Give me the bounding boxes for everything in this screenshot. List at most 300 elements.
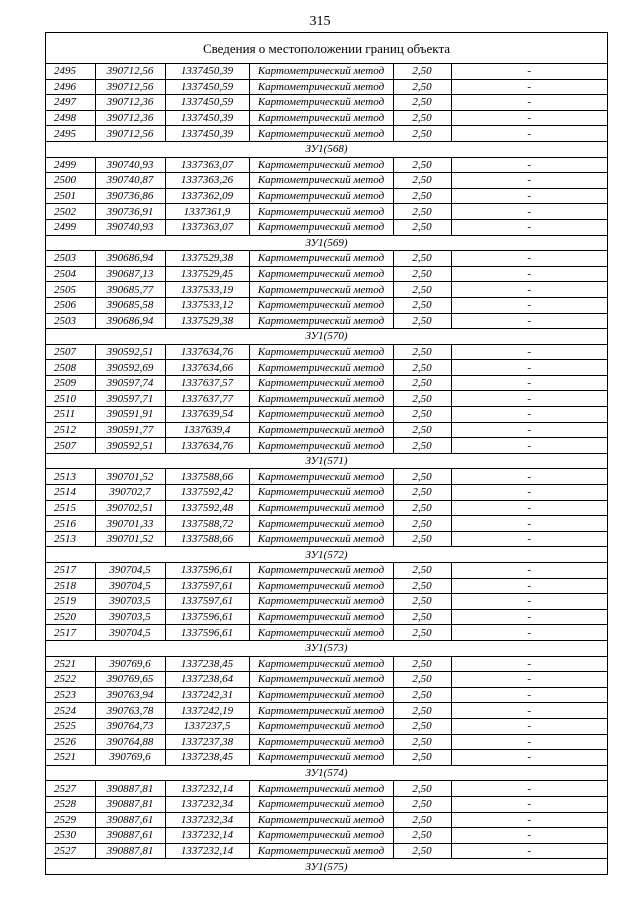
- table-row: [46, 297, 607, 313]
- description-cell: -: [451, 828, 607, 844]
- method-cell: Картометрический метод: [249, 485, 393, 501]
- coord-y-cell: 1337634,76: [165, 438, 249, 454]
- section-label: ЗУ1(570): [46, 329, 607, 345]
- description-cell: -: [451, 469, 607, 485]
- accuracy-cell: 2,50: [393, 469, 451, 485]
- point-number-cell: 2515: [46, 500, 95, 516]
- coord-y-cell: 1337597,61: [165, 578, 249, 594]
- accuracy-cell: 2,50: [393, 375, 451, 391]
- description-cell: -: [451, 531, 607, 547]
- point-number-cell: 2510: [46, 391, 95, 407]
- accuracy-cell: 2,50: [393, 344, 451, 360]
- coord-y-cell: 1337529,38: [165, 313, 249, 329]
- coord-x-cell: 390702,7: [95, 485, 165, 501]
- accuracy-cell: 2,50: [393, 563, 451, 579]
- coord-y-cell: 1337363,26: [165, 173, 249, 189]
- accuracy-cell: 2,50: [393, 734, 451, 750]
- boundary-table-sheet: [45, 32, 608, 875]
- description-cell: -: [451, 157, 607, 173]
- point-number-cell: 2521: [46, 750, 95, 766]
- method-cell: Картометрический метод: [249, 95, 393, 111]
- accuracy-cell: 2,50: [393, 828, 451, 844]
- accuracy-cell: 2,50: [393, 313, 451, 329]
- coord-x-cell: 390769,6: [95, 750, 165, 766]
- point-number-cell: 2501: [46, 188, 95, 204]
- point-number-cell: 2521: [46, 656, 95, 672]
- point-number-cell: 2519: [46, 594, 95, 610]
- accuracy-cell: 2,50: [393, 750, 451, 766]
- coord-y-cell: 1337450,39: [165, 64, 249, 79]
- coord-y-cell: 1337529,45: [165, 266, 249, 282]
- accuracy-cell: 2,50: [393, 672, 451, 688]
- coord-x-cell: 390591,91: [95, 407, 165, 423]
- method-cell: Картометрический метод: [249, 563, 393, 579]
- point-number-cell: 2499: [46, 157, 95, 173]
- coord-x-cell: 390740,87: [95, 173, 165, 189]
- table-row: [46, 251, 607, 267]
- table-row: [46, 734, 607, 750]
- table-row: [46, 422, 607, 438]
- point-number-cell: 2527: [46, 843, 95, 859]
- description-cell: -: [451, 297, 607, 313]
- accuracy-cell: 2,50: [393, 64, 451, 79]
- coord-y-cell: 1337588,66: [165, 469, 249, 485]
- point-number-cell: 2508: [46, 360, 95, 376]
- coord-y-cell: 1337588,66: [165, 531, 249, 547]
- method-cell: Картометрический метод: [249, 422, 393, 438]
- method-cell: Картометрический метод: [249, 204, 393, 220]
- section-label-row: [46, 765, 607, 781]
- coord-y-cell: 1337237,5: [165, 718, 249, 734]
- section-label-row: [46, 859, 607, 874]
- section-label: ЗУ1(575): [305, 860, 348, 873]
- point-number-cell: 2513: [46, 531, 95, 547]
- coord-y-cell: 1337637,77: [165, 391, 249, 407]
- accuracy-cell: 2,50: [393, 609, 451, 625]
- accuracy-cell: 2,50: [393, 173, 451, 189]
- point-number-cell: 2507: [46, 344, 95, 360]
- method-cell: Картометрический метод: [249, 79, 393, 95]
- coord-x-cell: 390703,5: [95, 609, 165, 625]
- method-cell: Картометрический метод: [249, 282, 393, 298]
- section-label: ЗУ1(572): [46, 547, 607, 563]
- table-row: [46, 391, 607, 407]
- description-cell: -: [451, 360, 607, 376]
- table-row: [46, 718, 607, 734]
- section-label: ЗУ1(571): [46, 453, 607, 469]
- table-row: [46, 407, 607, 423]
- accuracy-cell: 2,50: [393, 126, 451, 142]
- method-cell: Картометрический метод: [249, 64, 393, 79]
- table-row: [46, 469, 607, 485]
- point-number-cell: 2498: [46, 110, 95, 126]
- description-cell: -: [451, 110, 607, 126]
- coord-y-cell: 1337529,38: [165, 251, 249, 267]
- point-number-cell: 2518: [46, 578, 95, 594]
- table-row: [46, 188, 607, 204]
- coord-x-cell: 390736,86: [95, 188, 165, 204]
- table-row: [46, 219, 607, 235]
- coord-x-cell: 390736,91: [95, 204, 165, 220]
- coord-y-cell: 1337450,39: [165, 110, 249, 126]
- coord-x-cell: 390887,81: [95, 781, 165, 797]
- accuracy-cell: 2,50: [393, 297, 451, 313]
- method-cell: Картометрический метод: [249, 157, 393, 173]
- point-number-cell: 2499: [46, 219, 95, 235]
- coord-y-cell: 1337596,61: [165, 563, 249, 579]
- accuracy-cell: 2,50: [393, 500, 451, 516]
- table-row: [46, 703, 607, 719]
- coord-x-cell: 390712,56: [95, 79, 165, 95]
- table-row: [46, 609, 607, 625]
- description-cell: -: [451, 422, 607, 438]
- description-cell: -: [451, 95, 607, 111]
- description-cell: -: [451, 625, 607, 641]
- description-cell: -: [451, 438, 607, 454]
- accuracy-cell: 2,50: [393, 812, 451, 828]
- coord-y-cell: 1337450,59: [165, 79, 249, 95]
- table-row: [46, 360, 607, 376]
- point-number-cell: 2502: [46, 204, 95, 220]
- coord-x-cell: 390686,94: [95, 313, 165, 329]
- description-cell: -: [451, 173, 607, 189]
- coord-y-cell: 1337596,61: [165, 625, 249, 641]
- accuracy-cell: 2,50: [393, 95, 451, 111]
- accuracy-cell: 2,50: [393, 219, 451, 235]
- coord-x-cell: 390704,5: [95, 625, 165, 641]
- point-number-cell: 2495: [46, 64, 95, 79]
- section-label: ЗУ1(573): [46, 640, 607, 656]
- table-row: [46, 796, 607, 812]
- coord-x-cell: 390712,36: [95, 110, 165, 126]
- method-cell: Картометрический метод: [249, 266, 393, 282]
- description-cell: -: [451, 672, 607, 688]
- coord-y-cell: 1337232,34: [165, 812, 249, 828]
- description-cell: -: [451, 313, 607, 329]
- table-row: [46, 266, 607, 282]
- coord-y-cell: 1337450,39: [165, 126, 249, 142]
- table-row: [46, 531, 607, 547]
- coord-y-cell: 1337238,45: [165, 656, 249, 672]
- method-cell: Картометрический метод: [249, 687, 393, 703]
- coord-x-cell: 390763,94: [95, 687, 165, 703]
- table-row: [46, 656, 607, 672]
- table-row: [46, 781, 607, 797]
- method-cell: Картометрический метод: [249, 126, 393, 142]
- coord-y-cell: 1337361,9: [165, 204, 249, 220]
- coord-x-cell: 390887,81: [95, 843, 165, 859]
- accuracy-cell: 2,50: [393, 485, 451, 501]
- table-row: [46, 95, 607, 111]
- method-cell: Картометрический метод: [249, 516, 393, 532]
- description-cell: -: [451, 344, 607, 360]
- description-cell: -: [451, 843, 607, 859]
- accuracy-cell: 2,50: [393, 656, 451, 672]
- point-number-cell: 2517: [46, 563, 95, 579]
- table-heading: Сведения о местоположении границ объекта: [46, 33, 607, 64]
- section-label-row: [46, 453, 607, 469]
- accuracy-cell: 2,50: [393, 438, 451, 454]
- method-cell: Картометрический метод: [249, 500, 393, 516]
- coord-x-cell: 390763,78: [95, 703, 165, 719]
- coord-x-cell: 390687,13: [95, 266, 165, 282]
- point-number-cell: 2523: [46, 687, 95, 703]
- description-cell: -: [451, 204, 607, 220]
- description-cell: -: [451, 79, 607, 95]
- method-cell: Картометрический метод: [249, 625, 393, 641]
- point-number-cell: 2528: [46, 796, 95, 812]
- coord-x-cell: 390592,69: [95, 360, 165, 376]
- method-cell: Картометрический метод: [249, 219, 393, 235]
- coord-y-cell: 1337362,09: [165, 188, 249, 204]
- method-cell: Картометрический метод: [249, 578, 393, 594]
- coord-y-cell: 1337242,31: [165, 687, 249, 703]
- description-cell: -: [451, 687, 607, 703]
- table-row: [46, 843, 607, 859]
- section-label: ЗУ1(569): [46, 235, 607, 251]
- point-number-cell: 2497: [46, 95, 95, 111]
- coord-x-cell: 390887,61: [95, 828, 165, 844]
- point-number-cell: 2511: [46, 407, 95, 423]
- description-cell: -: [451, 251, 607, 267]
- accuracy-cell: 2,50: [393, 422, 451, 438]
- point-number-cell: 2504: [46, 266, 95, 282]
- coord-y-cell: 1337232,34: [165, 796, 249, 812]
- coord-y-cell: 1337242,19: [165, 703, 249, 719]
- accuracy-cell: 2,50: [393, 531, 451, 547]
- coord-y-cell: 1337450,59: [165, 95, 249, 111]
- coord-y-cell: 1337238,45: [165, 750, 249, 766]
- description-cell: -: [451, 734, 607, 750]
- coordinates-table: [46, 64, 607, 874]
- table-row: [46, 828, 607, 844]
- table-row: [46, 485, 607, 501]
- coord-x-cell: 390592,51: [95, 438, 165, 454]
- accuracy-cell: 2,50: [393, 282, 451, 298]
- accuracy-cell: 2,50: [393, 266, 451, 282]
- method-cell: Картометрический метод: [249, 843, 393, 859]
- accuracy-cell: 2,50: [393, 407, 451, 423]
- accuracy-cell: 2,50: [393, 687, 451, 703]
- table-row: [46, 157, 607, 173]
- method-cell: Картометрический метод: [249, 360, 393, 376]
- table-row: [46, 750, 607, 766]
- point-number-cell: 2527: [46, 781, 95, 797]
- table-row: [46, 578, 607, 594]
- description-cell: -: [451, 563, 607, 579]
- point-number-cell: 2520: [46, 609, 95, 625]
- coord-y-cell: 1337533,19: [165, 282, 249, 298]
- section-label: ЗУ1(568): [46, 141, 607, 157]
- accuracy-cell: 2,50: [393, 625, 451, 641]
- accuracy-cell: 2,50: [393, 251, 451, 267]
- coord-y-cell: 1337592,48: [165, 500, 249, 516]
- point-number-cell: 2524: [46, 703, 95, 719]
- coord-x-cell: 390712,56: [95, 64, 165, 79]
- table-row: [46, 516, 607, 532]
- coord-x-cell: 390591,77: [95, 422, 165, 438]
- coord-x-cell: 390685,58: [95, 297, 165, 313]
- table-row: [46, 438, 607, 454]
- point-number-cell: 2503: [46, 251, 95, 267]
- coord-x-cell: 390701,52: [95, 469, 165, 485]
- description-cell: -: [451, 485, 607, 501]
- coord-y-cell: 1337237,38: [165, 734, 249, 750]
- description-cell: -: [451, 126, 607, 142]
- method-cell: Картометрический метод: [249, 703, 393, 719]
- method-cell: Картометрический метод: [249, 173, 393, 189]
- coord-y-cell: 1337533,12: [165, 297, 249, 313]
- coord-x-cell: 390597,71: [95, 391, 165, 407]
- coordinates-table-body: [46, 64, 607, 874]
- section-label-row: [46, 141, 607, 157]
- point-number-cell: 2505: [46, 282, 95, 298]
- section-label-row: [46, 640, 607, 656]
- coord-x-cell: 390764,73: [95, 718, 165, 734]
- point-number-cell: 2507: [46, 438, 95, 454]
- table-row: [46, 173, 607, 189]
- point-number-cell: 2516: [46, 516, 95, 532]
- description-cell: -: [451, 500, 607, 516]
- accuracy-cell: 2,50: [393, 703, 451, 719]
- accuracy-cell: 2,50: [393, 781, 451, 797]
- table-row: [46, 110, 607, 126]
- coord-x-cell: 390702,51: [95, 500, 165, 516]
- table-row: [46, 126, 607, 142]
- coord-y-cell: 1337363,07: [165, 157, 249, 173]
- point-number-cell: 2509: [46, 375, 95, 391]
- point-number-cell: 2514: [46, 485, 95, 501]
- table-row: [46, 204, 607, 220]
- coord-y-cell: 1337596,61: [165, 609, 249, 625]
- table-row: [46, 375, 607, 391]
- table-row: [46, 672, 607, 688]
- table-row: [46, 812, 607, 828]
- coord-y-cell: 1337637,57: [165, 375, 249, 391]
- method-cell: Картометрический метод: [249, 718, 393, 734]
- method-cell: Картометрический метод: [249, 781, 393, 797]
- coord-x-cell: 390592,51: [95, 344, 165, 360]
- method-cell: Картометрический метод: [249, 375, 393, 391]
- point-number-cell: 2513: [46, 469, 95, 485]
- coord-y-cell: 1337232,14: [165, 828, 249, 844]
- description-cell: -: [451, 656, 607, 672]
- method-cell: Картометрический метод: [249, 656, 393, 672]
- page-number: 315: [309, 14, 331, 29]
- coord-x-cell: 390769,6: [95, 656, 165, 672]
- table-row: [46, 625, 607, 641]
- method-cell: Картометрический метод: [249, 188, 393, 204]
- coord-x-cell: 390740,93: [95, 157, 165, 173]
- method-cell: Картометрический метод: [249, 734, 393, 750]
- accuracy-cell: 2,50: [393, 391, 451, 407]
- coord-x-cell: 390769,65: [95, 672, 165, 688]
- coord-x-cell: 390764,88: [95, 734, 165, 750]
- coord-y-cell: 1337238,64: [165, 672, 249, 688]
- description-cell: -: [451, 781, 607, 797]
- coord-x-cell: 390703,5: [95, 594, 165, 610]
- point-number-cell: 2517: [46, 625, 95, 641]
- table-row: [46, 344, 607, 360]
- method-cell: Картометрический метод: [249, 407, 393, 423]
- method-cell: Картометрический метод: [249, 110, 393, 126]
- description-cell: -: [451, 188, 607, 204]
- table-row: [46, 563, 607, 579]
- table-row: [46, 687, 607, 703]
- coord-x-cell: 390597,74: [95, 375, 165, 391]
- point-number-cell: 2512: [46, 422, 95, 438]
- point-number-cell: 2530: [46, 828, 95, 844]
- accuracy-cell: 2,50: [393, 843, 451, 859]
- method-cell: Картометрический метод: [249, 251, 393, 267]
- point-number-cell: 2526: [46, 734, 95, 750]
- coord-x-cell: 390686,94: [95, 251, 165, 267]
- coord-y-cell: 1337634,66: [165, 360, 249, 376]
- coord-y-cell: 1337363,07: [165, 219, 249, 235]
- accuracy-cell: 2,50: [393, 79, 451, 95]
- accuracy-cell: 2,50: [393, 594, 451, 610]
- description-cell: -: [451, 609, 607, 625]
- point-number-cell: 2529: [46, 812, 95, 828]
- method-cell: Картометрический метод: [249, 594, 393, 610]
- section-label: ЗУ1(574): [46, 765, 607, 781]
- description-cell: -: [451, 391, 607, 407]
- method-cell: Картометрический метод: [249, 812, 393, 828]
- coord-y-cell: 1337232,14: [165, 781, 249, 797]
- coord-x-cell: 390887,81: [95, 796, 165, 812]
- description-cell: -: [451, 718, 607, 734]
- section-label-row: [46, 329, 607, 345]
- accuracy-cell: 2,50: [393, 157, 451, 173]
- table-row: [46, 79, 607, 95]
- coord-y-cell: 1337592,42: [165, 485, 249, 501]
- table-row: [46, 313, 607, 329]
- accuracy-cell: 2,50: [393, 718, 451, 734]
- section-label-row: [46, 547, 607, 563]
- method-cell: Картометрический метод: [249, 297, 393, 313]
- description-cell: -: [451, 516, 607, 532]
- accuracy-cell: 2,50: [393, 204, 451, 220]
- table-row: [46, 282, 607, 298]
- coord-x-cell: 390712,56: [95, 126, 165, 142]
- accuracy-cell: 2,50: [393, 360, 451, 376]
- method-cell: Картометрический метод: [249, 828, 393, 844]
- point-number-cell: 2496: [46, 79, 95, 95]
- accuracy-cell: 2,50: [393, 188, 451, 204]
- description-cell: -: [451, 407, 607, 423]
- point-number-cell: 2500: [46, 173, 95, 189]
- method-cell: Картометрический метод: [249, 391, 393, 407]
- description-cell: -: [451, 266, 607, 282]
- description-cell: -: [451, 812, 607, 828]
- point-number-cell: 2525: [46, 718, 95, 734]
- point-number-cell: 2522: [46, 672, 95, 688]
- coord-x-cell: 390701,52: [95, 531, 165, 547]
- coord-x-cell: 390887,61: [95, 812, 165, 828]
- accuracy-cell: 2,50: [393, 516, 451, 532]
- point-number-cell: 2495: [46, 126, 95, 142]
- description-cell: -: [451, 578, 607, 594]
- accuracy-cell: 2,50: [393, 796, 451, 812]
- coord-y-cell: 1337634,76: [165, 344, 249, 360]
- description-cell: -: [451, 796, 607, 812]
- description-cell: -: [451, 594, 607, 610]
- method-cell: Картометрический метод: [249, 796, 393, 812]
- point-number-cell: 2506: [46, 297, 95, 313]
- accuracy-cell: 2,50: [393, 578, 451, 594]
- coord-x-cell: 390740,93: [95, 219, 165, 235]
- method-cell: Картометрический метод: [249, 313, 393, 329]
